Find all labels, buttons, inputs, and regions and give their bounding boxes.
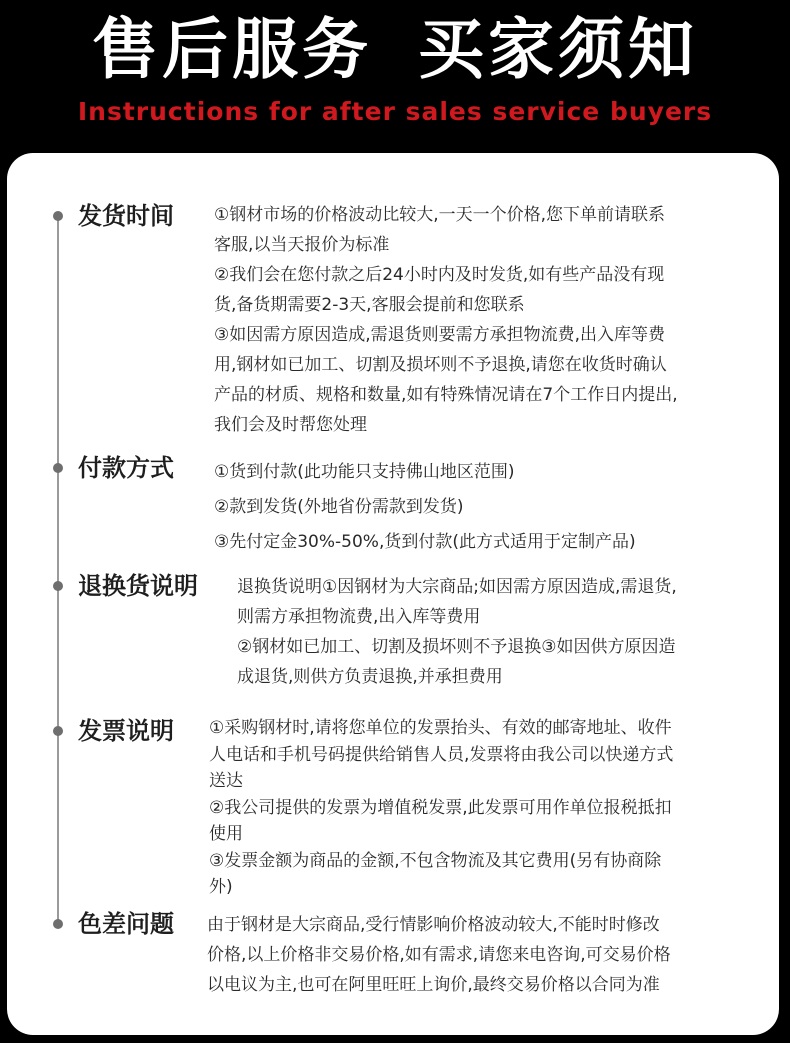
timeline-dot [53,581,63,591]
timeline-dot [53,211,63,221]
section-body-invoice [209,715,673,901]
section-title-returns: 退换货说明 [78,572,198,600]
text-line: 退换货说明①因钢材为大宗商品;如因需方原因造成,需退货, [237,577,677,597]
section-title-shipping-time: 发货时间 [78,202,174,230]
section-title-payment-method: 付款方式 [78,454,174,482]
section-body-returns [237,572,677,692]
section-title-invoice: 发票说明 [78,717,174,745]
text-line: 货,备货期需要2-3天,客服会提前和您联系 [214,295,525,315]
text-line: ①采购钢材时,请将您单位的发票抬头、有效的邮寄地址、收件 [209,718,672,738]
text-line: 客服,以当天报价为标准 [214,235,390,255]
text-line: 我们会及时帮您处理 [214,415,367,435]
timeline-dot [53,919,63,929]
timeline-dot [53,726,63,736]
text-line: 外) [209,877,233,897]
text-line: 人电话和手机号码提供给销售人员,发票将由我公司以快递方式 [209,744,674,765]
section-body-color-difference [207,910,671,1000]
timeline-dot [53,463,63,473]
text-line: ②钢材如已加工、切割及损坏则不予退换③如因供方原因造 [237,637,676,657]
text-line: ②款到发货(外地省份需款到发货) [214,497,464,517]
text-line: 用,钢材如已加工、切割及损坏则不予退换,请您在收货时确认 [214,355,667,375]
text-line: 以电议为主,也可在阿里旺旺上询价,最终交易价格以合同为准 [207,975,660,995]
text-line: 送达 [209,771,243,791]
text-line: ③先付定金30%-50%,货到付款(此方式适用于定制产品) [214,532,636,552]
text-line: ①货到付款(此功能只支持佛山地区范围) [214,462,515,482]
text-line: ②我们会在您付款之后24小时内及时发货,如有些产品没有现 [214,265,665,285]
section-body-shipping-time [214,200,678,440]
page-subtitle: Instructions for after sales service buyers [77,97,713,126]
page-title [0,10,790,90]
page-title-part1: 售后服务 [92,11,372,88]
page-title-part2: 买家须知 [418,11,698,88]
text-line: ②我公司提供的发票为增值税发票,此发票可用作单位报税抵扣 [209,797,672,818]
text-line: 由于钢材是大宗商品,受行情影响价格波动较大,不能时时修改 [207,915,660,935]
timeline-line [57,212,59,924]
text-line: 使用 [209,824,243,844]
text-line: 价格,以上价格非交易价格,如有需求,请您来电咨询,可交易价格 [207,945,671,965]
text-line: 则需方承担物流费,出入库等费用 [237,607,481,627]
text-line: ①钢材市场的价格波动比较大,一天一个价格,您下单前请联系 [214,205,666,225]
text-line: 成退货,则供方负责退换,并承担费用 [237,667,503,687]
text-line: ③发票金额为商品的金额,不包含物流及其它费用(另有协商除 [209,850,662,871]
text-line: ③如因需方原因造成,需退货则要需方承担物流费,出入库等费 [214,325,666,345]
section-body-payment-method [214,455,636,560]
text-line: 产品的材质、规格和数量,如有特殊情况请在7个工作日内提出, [214,385,678,405]
section-title-color-difference: 色差问题 [78,910,174,938]
